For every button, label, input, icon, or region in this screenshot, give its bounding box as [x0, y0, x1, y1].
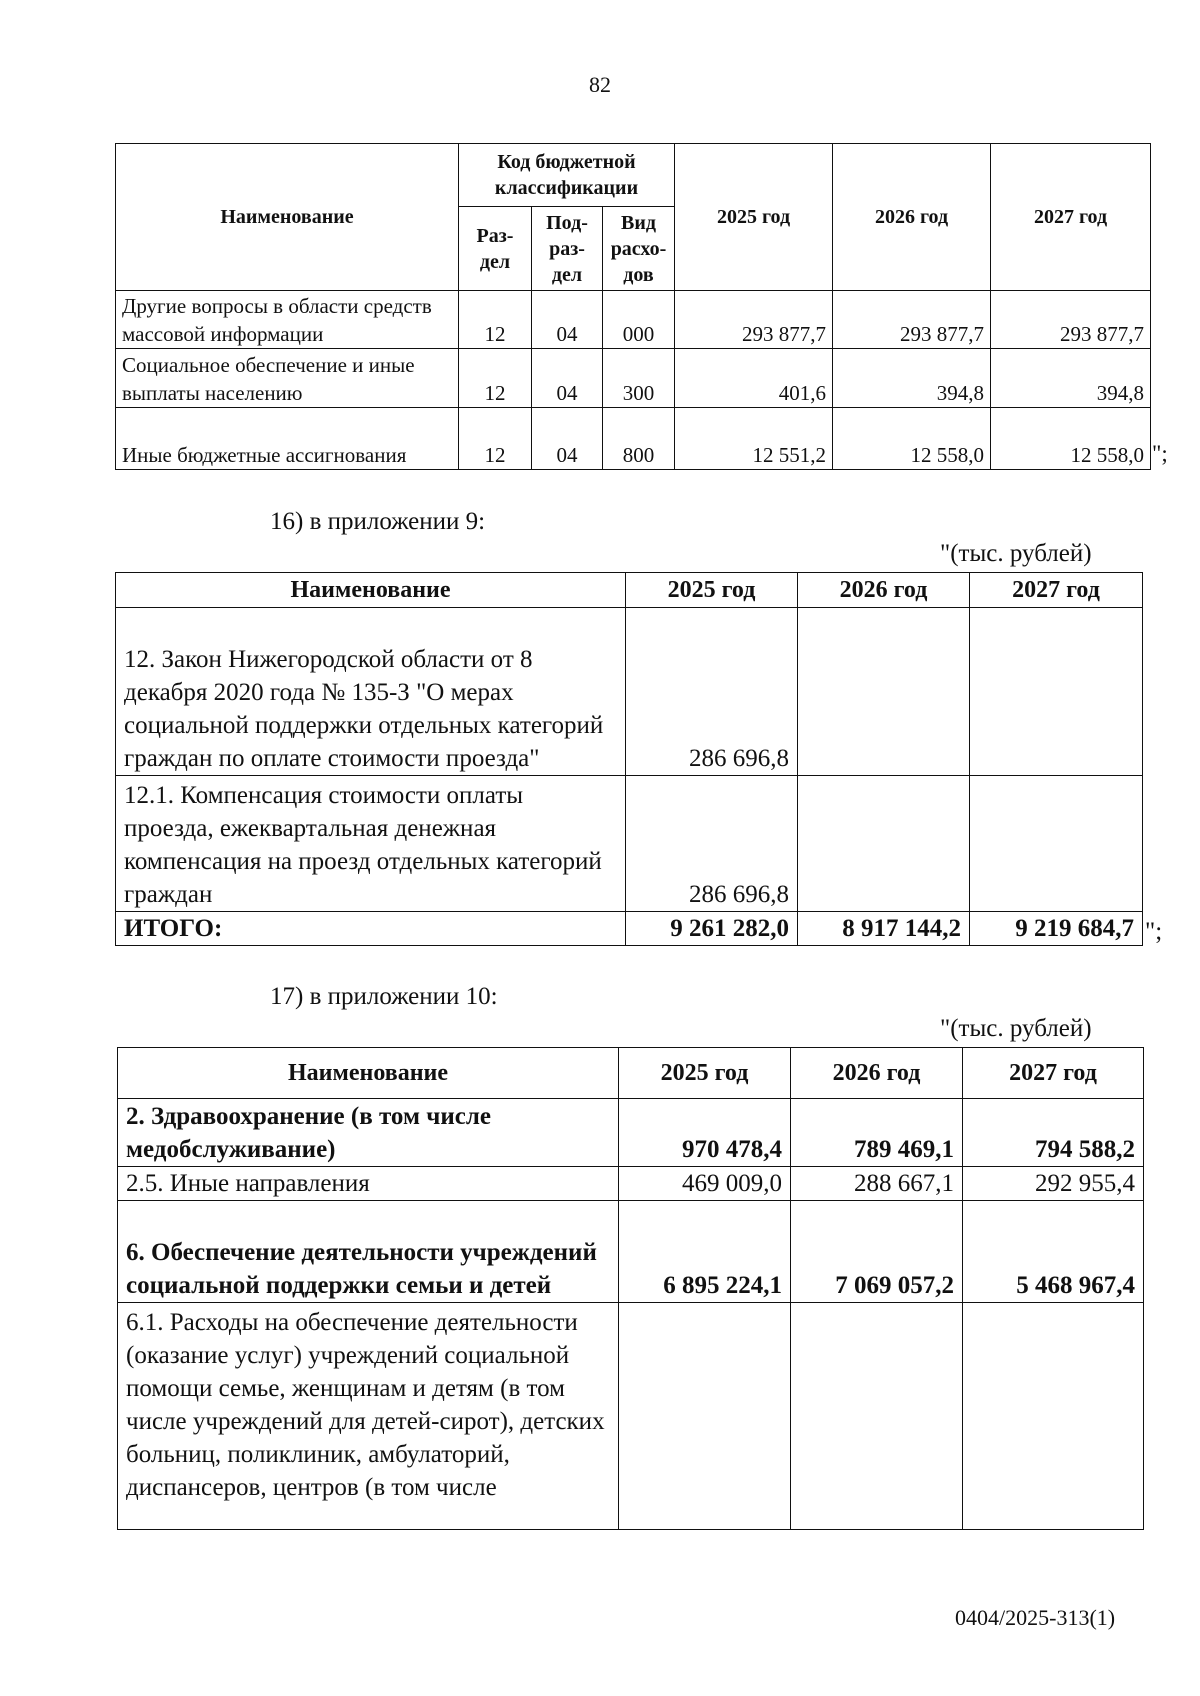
table-row: Иные бюджетные ассигнования 12 04 800 12 551,2 12 558,0 12 558,0: [116, 408, 1151, 470]
table-row: Социальное обеспечение и иные выплаты населению 12 04 300 401,6 394,8 394,8: [116, 349, 1151, 408]
header-2026: 2026 год: [833, 144, 991, 291]
header-2026: 2026 год: [798, 573, 970, 608]
closing-quote: ";: [1145, 918, 1163, 945]
section-17-heading: 17) в приложении 10:: [270, 983, 498, 1010]
page-number: 82: [589, 72, 611, 97]
header-name: Наименование: [118, 1048, 619, 1099]
header-podrazdel: Под- раз- дел: [532, 207, 603, 291]
closing-quote: ";: [1152, 441, 1168, 466]
document-code: 0404/2025-313(1): [955, 1605, 1116, 1630]
table-row: Другие вопросы в области средств массовой информации 12 04 000 293 877,7 293 877,7 293 877,7: [116, 291, 1151, 349]
header-name: Наименование: [116, 573, 626, 608]
header-2025: 2025 год: [626, 573, 798, 608]
section-16-heading: 16) в приложении 9:: [270, 508, 486, 535]
budget-code-table: [115, 143, 1151, 470]
table-row: 12. Закон Нижегородской области от 8 декабря 2020 года № 135-З "О мерах социальной поддержки отдельных категорий граждан по оплате стоимости проезда" 286 696,8: [116, 608, 1143, 776]
total-row: ИТОГО: 9 261 282,0 8 917 144,2 9 219 684,7: [116, 912, 1143, 946]
header-2027: 2027 год: [991, 144, 1151, 291]
table-row: 6. Обеспечение деятельности учреждений социальной поддержки семьи и детей 6 895 224,1 7 069 057,2 5 468 967,4: [118, 1201, 1144, 1303]
unit-label: "(тыс. рублей): [940, 1015, 1092, 1042]
appendix-10-table: [117, 1047, 1144, 1530]
header-2026: 2026 год: [791, 1048, 963, 1099]
header-razdel: Раз- дел: [459, 207, 532, 291]
unit-label: "(тыс. рублей): [940, 540, 1092, 567]
header-2027: 2027 год: [963, 1048, 1144, 1099]
header-vid: Вид расхо- дов: [603, 207, 675, 291]
header-2027: 2027 год: [970, 573, 1143, 608]
table-row: 2.5. Иные направления 469 009,0 288 667,1 292 955,4: [118, 1167, 1144, 1201]
row-description: 6.1. Расходы на обеспечение деятельности (оказание услуг) учреждений социальной помощи семье, женщинам и детям (в том числе учреждений для детей-сирот), детских больниц, поликлиник, амбулаторий, диспансеров, центров (в том числе: [126, 1309, 605, 1501]
table-row: 12.1. Компенсация стоимости оплаты проезда, ежеквартальная денежная компенсация на проезд отдельных категорий граждан 286 696,8: [116, 776, 1143, 912]
header-code-group: Код бюджетной классификации: [459, 144, 675, 207]
table-row: [118, 1303, 1144, 1530]
header-2025: 2025 год: [675, 144, 833, 291]
header-name: Наименование: [116, 144, 459, 291]
appendix-9-table: [115, 572, 1143, 946]
table-row: 2. Здравоохранение (в том числе медобслуживание) 970 478,4 789 469,1 794 588,2: [118, 1099, 1144, 1167]
header-2025: 2025 год: [619, 1048, 791, 1099]
